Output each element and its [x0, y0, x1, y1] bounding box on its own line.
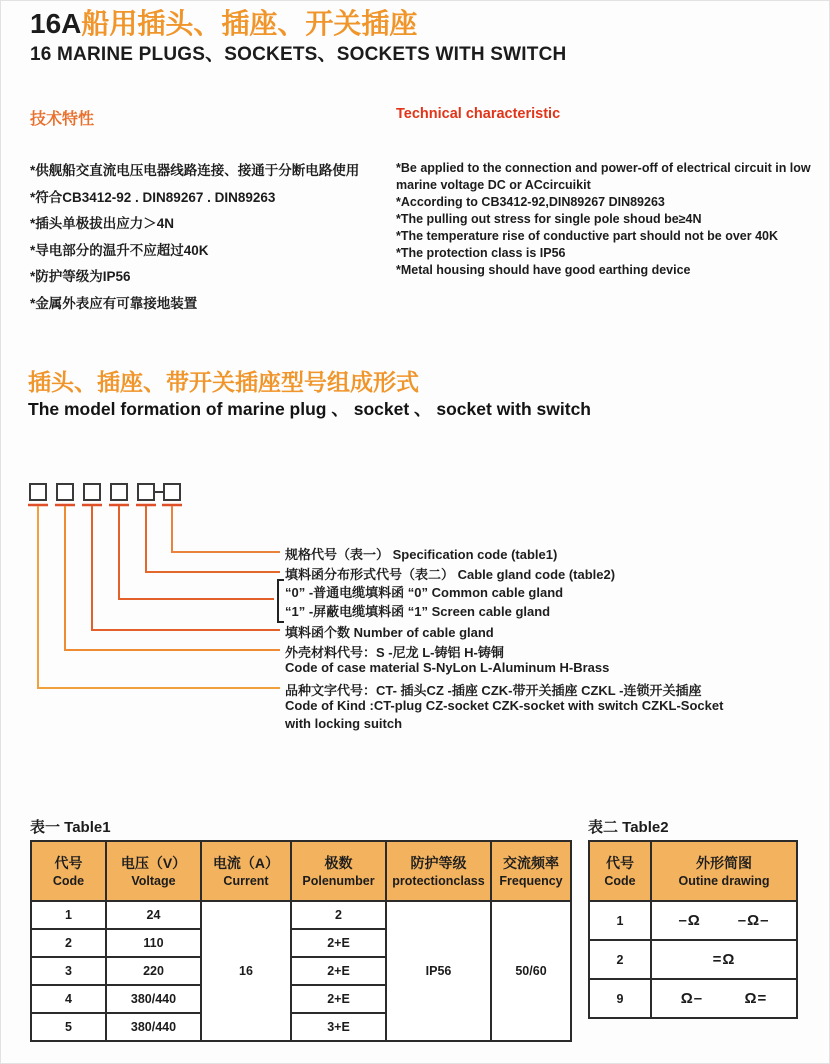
table-row: [589, 979, 797, 1018]
tech-cn-bullet: *插头单极拔出应力＞4N: [30, 216, 175, 231]
table2-title: 表二 Table2: [588, 819, 669, 836]
tech-en-bullet: *The protection class is IP56: [396, 246, 566, 260]
label-case-material-en: Code of case material S-NyLon L-Aluminum H-Brass: [285, 660, 610, 675]
cell-code: 4: [31, 985, 106, 1013]
gland-outline-icon: –Ω–: [737, 912, 770, 929]
cell-polenumber: 2+E: [291, 929, 386, 957]
model-code-diagram: [0, 478, 830, 753]
tech-cn-bullet: *导电部分的温升不应超过40K: [30, 242, 209, 258]
label-case-material-cn: 外壳材料代号：S -尼龙 L-铸铝 H-铸铜: [285, 645, 504, 660]
header-en: Voltage: [131, 873, 176, 888]
header-en: Code: [604, 873, 636, 888]
tech-en-bullet: *Metal housing should have good earthing device: [396, 263, 691, 277]
table1-header-frequency: [491, 841, 571, 901]
model-heading-cn: 插头、插座、带开关插座型号组成形式: [28, 369, 419, 395]
cell-outline-drawing: [651, 901, 797, 940]
cell-voltage: 220: [106, 957, 201, 985]
cell-code: 5: [31, 1013, 106, 1041]
tech-en-bullet: *Be applied to the connection and power-off of electrical circuit in low marine voltage DC or ACcircuikit: [396, 161, 811, 192]
gland-outline-icon: Ω=: [744, 990, 768, 1007]
tech-characteristics-en: [396, 106, 814, 279]
cell-frequency: 50/60: [491, 901, 571, 1041]
table2-header-row: [589, 841, 797, 901]
tech-en-bullet: *The temperature rise of conductive part should not be over 40K: [396, 229, 779, 243]
table2: [588, 840, 798, 1019]
header-cn: 交流频率: [503, 854, 559, 871]
title-chinese: 船用插头、插座、开关插座: [81, 8, 418, 39]
cell-code: 2: [31, 929, 106, 957]
label-kind-code-en2: with locking suitch: [285, 716, 403, 731]
tech-characteristics-cn: [30, 106, 382, 317]
gland-options-bracket: [277, 579, 284, 623]
code-box: [57, 484, 73, 500]
table1-header-code: [31, 841, 106, 901]
label-kind-code-en: Code of Kind :CT-plug CZ-socket CZK-socket with switch CZKL-Socket: [285, 698, 724, 713]
header-en: Current: [223, 873, 269, 888]
table1-header-row: [31, 841, 571, 901]
label-screen-cable-gland: “1” -屏蔽电缆填料函 “1” Screen cable gland: [285, 604, 551, 619]
page-title-cn: [30, 8, 566, 39]
table1-section: [30, 816, 572, 1042]
label-specification-code: 规格代号（表一） Specification code (table1): [285, 547, 558, 562]
cell-code: 9: [589, 979, 651, 1018]
label-cable-gland-code: 填料函分布形式代号（表二） Cable gland code (table2): [285, 567, 616, 582]
label-kind-code-cn: 品种文字代号：CT- 插头CZ -插座 CZK-带开关插座 CZKL -连锁开关插座: [285, 683, 702, 698]
header-cn: 代号: [606, 854, 634, 871]
label-common-cable-gland: “0” -普通电缆填料函 “0” Common cable gland: [285, 585, 564, 600]
header-en: Polenumber: [302, 873, 375, 888]
tech-cn-bullet: *防护等级为IP56: [30, 269, 131, 284]
model-heading-en: The model formation of marine plug 、 socket 、 socket with switch: [28, 399, 591, 419]
tech-cn-heading: 技术特性: [30, 111, 95, 128]
cell-voltage: 380/440: [106, 985, 201, 1013]
page-title: [30, 8, 566, 66]
table-row: [589, 940, 797, 979]
code-box: [138, 484, 154, 500]
table1-header-polenumber: [291, 841, 386, 901]
header-cn: 极数: [324, 854, 353, 871]
table1-header-current: [201, 841, 291, 901]
cell-voltage: 24: [106, 901, 201, 929]
table2-header-outline: [651, 841, 797, 901]
model-formation-heading: [28, 369, 591, 421]
tech-cn-bullet: *供舰船交直流电压电器线路连接、接通于分断电路使用: [30, 163, 360, 178]
cell-code: 2: [589, 940, 651, 979]
code-box: [164, 484, 180, 500]
table2-section: [588, 816, 798, 1019]
cell-voltage: 110: [106, 929, 201, 957]
label-number-of-cable-gland: 填料函个数 Number of cable gland: [285, 625, 494, 640]
header-cn: 外形简图: [696, 854, 752, 871]
title-prefix: 16A: [30, 8, 82, 39]
tech-en-bullet: *The pulling out stress for single pole shoud be≥4N: [396, 212, 702, 226]
cell-protection: IP56: [386, 901, 491, 1041]
tech-en-heading: Technical characteristic: [396, 106, 561, 122]
code-box: [84, 484, 100, 500]
gland-outline-icon: =Ω: [712, 951, 736, 968]
cell-outline-drawing: [651, 979, 797, 1018]
cell-polenumber: 2+E: [291, 985, 386, 1013]
cell-polenumber: 2+E: [291, 957, 386, 985]
header-en: Frequency: [499, 873, 563, 888]
gland-outline-icon: Ω–: [680, 990, 704, 1007]
cell-polenumber: 2: [291, 901, 386, 929]
page-title-en: 16 MARINE PLUGS、SOCKETS、SOCKETS WITH SWITCH: [30, 44, 567, 65]
tech-en-list: [396, 160, 814, 279]
tech-cn-bullet: *金属外表应有可靠接地装置: [30, 295, 198, 311]
header-cn: 电流（A）: [212, 854, 280, 871]
cell-voltage: 380/440: [106, 1013, 201, 1041]
table1-header-protection: [386, 841, 491, 901]
header-en: Code: [52, 873, 85, 888]
table2-header-code: [589, 841, 651, 901]
cell-code: 1: [589, 901, 651, 940]
table1: [30, 840, 572, 1042]
header-cn: 电压（V）: [120, 854, 187, 871]
table-row: [589, 901, 797, 940]
cell-code: 1: [31, 901, 106, 929]
table1-header-voltage: [106, 841, 201, 901]
gland-outline-icon: –Ω: [678, 912, 701, 929]
header-cn: 防护等级: [410, 854, 467, 871]
code-box: [30, 484, 46, 500]
table-row: [31, 901, 571, 929]
cell-code: 3: [31, 957, 106, 985]
tech-cn-bullet: *符合CB3412-92 . DIN89267 . DIN89263: [30, 189, 276, 205]
header-cn: 代号: [54, 854, 83, 871]
header-en: Outine drawing: [678, 873, 770, 888]
cell-current: 16: [201, 901, 291, 1041]
table1-title: 表一 Table1: [30, 819, 111, 836]
code-box: [111, 484, 127, 500]
tech-en-bullet: *According to CB3412-92,DIN89267 DIN89263: [396, 195, 665, 209]
cell-outline-drawing: [651, 940, 797, 979]
cell-polenumber: 3+E: [291, 1013, 386, 1041]
tech-cn-list: [30, 158, 382, 317]
header-en: protectionclass: [392, 873, 485, 888]
